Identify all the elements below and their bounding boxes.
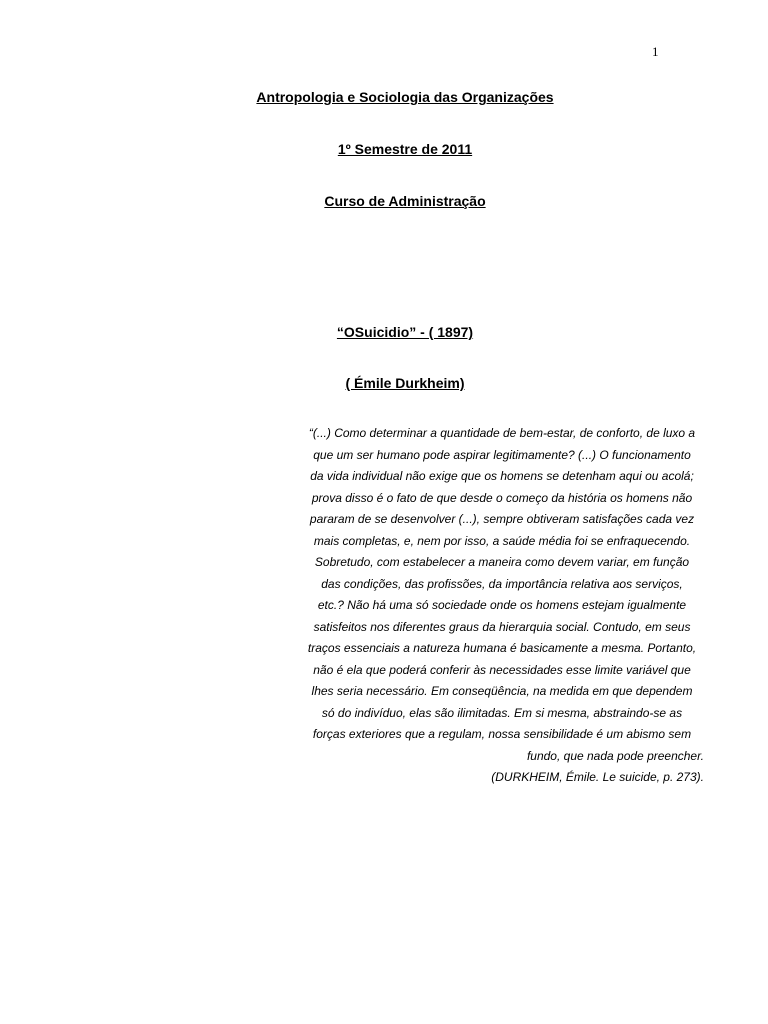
quote-line: mais completas, e, nem por isso, a saúde média foi se enfraquecendo. [313, 533, 691, 548]
quote-line: etc.? Não há uma só sociedade onde os homens estejam igualmente [317, 598, 687, 612]
semester-heading: 1º Semestre de 2011 [337, 141, 473, 157]
course-title: Antropologia e Sociologia das Organizações [256, 89, 554, 105]
page-number: 1 [652, 44, 659, 59]
quote-line: só do indivíduo, elas são ilimitadas. Em si mesma, abstraindo-se as [321, 705, 683, 720]
quote-final-line: fundo, que nada pode preencher. [526, 748, 704, 763]
author-heading: ( Émile Durkheim) [345, 375, 465, 391]
quote-line: forças exteriores que a regulam, nossa sensibilidade é um abismo sem [312, 727, 692, 741]
quote-line: que um ser humano pode aspirar legitimamente? (...) O funcionamento [313, 447, 691, 462]
quote-line: Sobretudo, com estabelecer a maneira como devem variar, em função [314, 555, 690, 569]
program-heading: Curso de Administração [324, 193, 486, 209]
quote-line: das condições, das profissões, da importância relativa aos serviços, [321, 576, 683, 591]
quote-line: lhes seria necessário. Em conseqüência, na medida em que dependem [311, 684, 693, 698]
quote-line: prova disso é o fato de que desde o começo da história os homens não [311, 490, 693, 505]
quote-line: pararam de se desenvolver (...), sempre obtiveram satisfações cada vez [309, 512, 695, 526]
quote-line: satisfeitos nos diferentes graus da hierarquia social. Contudo, em seus [313, 619, 691, 634]
quote-line: não é ela que poderá conferir às necessidades esse limite variável que [313, 662, 691, 677]
work-title: “OSuicidio” - ( 1897) [336, 324, 474, 340]
quote-block [300, 423, 704, 789]
quote-line: “(...) Como determinar a quantidade de bem-estar, de conforto, de luxo a [308, 426, 696, 440]
quote-line: traços essenciais a natureza humana é basicamente a mesma. Portanto, [307, 641, 697, 655]
quote-line: da vida individual não exige que os homens se detenham aqui ou acolá; [310, 469, 694, 483]
quote-citation: (DURKHEIM, Émile. Le suicide, p. 273). [491, 770, 704, 784]
